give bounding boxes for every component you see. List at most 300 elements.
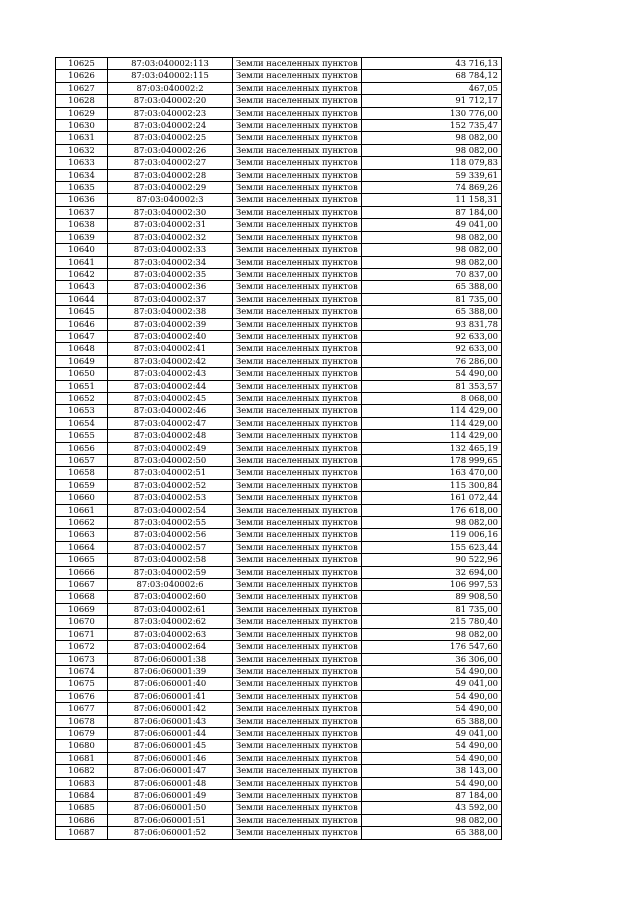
land-category-cell: Земли населенных пунктов <box>233 107 362 119</box>
row-number-cell: 10661 <box>56 504 108 516</box>
cadastral-number-cell: 87:06:060001:40 <box>108 678 233 690</box>
land-category-cell: Земли населенных пунктов <box>233 120 362 132</box>
land-category-cell: Земли населенных пунктов <box>233 244 362 256</box>
land-category-cell: Земли населенных пунктов <box>233 231 362 243</box>
cadastral-number-cell: 87:03:040002:40 <box>108 330 233 342</box>
row-number-cell: 10658 <box>56 467 108 479</box>
table-row <box>56 120 502 132</box>
parcel-table <box>55 57 502 840</box>
cadastral-number-cell: 87:03:040002:34 <box>108 256 233 268</box>
row-number-cell: 10644 <box>56 293 108 305</box>
row-number-cell: 10639 <box>56 231 108 243</box>
land-category-cell: Земли населенных пунктов <box>233 517 362 529</box>
cadastral-value-cell: 163 470,00 <box>362 467 502 479</box>
table-row <box>56 182 502 194</box>
cadastral-number-cell: 87:03:040002:42 <box>108 355 233 367</box>
table-row <box>56 752 502 764</box>
land-category-cell: Земли населенных пунктов <box>233 566 362 578</box>
land-category-cell: Земли населенных пунктов <box>233 442 362 454</box>
table-row <box>56 479 502 491</box>
row-number-cell: 10679 <box>56 727 108 739</box>
cadastral-value-cell: 119 006,16 <box>362 529 502 541</box>
cadastral-value-cell: 155 623,44 <box>362 541 502 553</box>
cadastral-number-cell: 87:06:060001:48 <box>108 777 233 789</box>
cadastral-value-cell: 65 388,00 <box>362 827 502 839</box>
table-row <box>56 70 502 82</box>
cadastral-value-cell: 132 465,19 <box>362 442 502 454</box>
row-number-cell: 10682 <box>56 765 108 777</box>
cadastral-number-cell: 87:06:060001:39 <box>108 665 233 677</box>
row-number-cell: 10631 <box>56 132 108 144</box>
cadastral-number-cell: 87:03:040002:56 <box>108 529 233 541</box>
land-category-cell: Земли населенных пунктов <box>233 814 362 826</box>
cadastral-value-cell: 65 388,00 <box>362 715 502 727</box>
table-row <box>56 306 502 318</box>
cadastral-value-cell: 98 082,00 <box>362 144 502 156</box>
cadastral-number-cell: 87:06:060001:42 <box>108 703 233 715</box>
table-row <box>56 231 502 243</box>
cadastral-number-cell: 87:03:040002:115 <box>108 70 233 82</box>
cadastral-number-cell: 87:03:040002:113 <box>108 58 233 70</box>
table-row <box>56 467 502 479</box>
table-row <box>56 777 502 789</box>
cadastral-number-cell: 87:03:040002:33 <box>108 244 233 256</box>
cadastral-value-cell: 114 429,00 <box>362 405 502 417</box>
table-row <box>56 343 502 355</box>
land-category-cell: Земли населенных пунктов <box>233 144 362 156</box>
land-category-cell: Земли населенных пунктов <box>233 219 362 231</box>
cadastral-number-cell: 87:06:060001:45 <box>108 740 233 752</box>
row-number-cell: 10684 <box>56 789 108 801</box>
table-row <box>56 765 502 777</box>
table-row <box>56 95 502 107</box>
row-number-cell: 10681 <box>56 752 108 764</box>
cadastral-value-cell: 49 041,00 <box>362 678 502 690</box>
row-number-cell: 10627 <box>56 82 108 94</box>
cadastral-number-cell: 87:06:060001:50 <box>108 802 233 814</box>
row-number-cell: 10662 <box>56 517 108 529</box>
cadastral-number-cell: 87:03:040002:64 <box>108 641 233 653</box>
cadastral-value-cell: 81 735,00 <box>362 603 502 615</box>
row-number-cell: 10632 <box>56 144 108 156</box>
row-number-cell: 10673 <box>56 653 108 665</box>
row-number-cell: 10655 <box>56 430 108 442</box>
table-row <box>56 244 502 256</box>
cadastral-number-cell: 87:03:040002:48 <box>108 430 233 442</box>
land-category-cell: Земли населенных пунктов <box>233 368 362 380</box>
row-number-cell: 10668 <box>56 591 108 603</box>
cadastral-value-cell: 8 068,00 <box>362 392 502 404</box>
cadastral-value-cell: 98 082,00 <box>362 256 502 268</box>
cadastral-number-cell: 87:03:040002:59 <box>108 566 233 578</box>
row-number-cell: 10643 <box>56 281 108 293</box>
row-number-cell: 10680 <box>56 740 108 752</box>
table-row <box>56 504 502 516</box>
row-number-cell: 10625 <box>56 58 108 70</box>
table-row <box>56 380 502 392</box>
cadastral-value-cell: 54 490,00 <box>362 740 502 752</box>
table-row <box>56 132 502 144</box>
cadastral-value-cell: 130 776,00 <box>362 107 502 119</box>
land-category-cell: Земли населенных пунктов <box>233 492 362 504</box>
table-row <box>56 616 502 628</box>
cadastral-value-cell: 98 082,00 <box>362 231 502 243</box>
table-row <box>56 789 502 801</box>
table-row <box>56 293 502 305</box>
table-row <box>56 665 502 677</box>
land-category-cell: Земли населенных пунктов <box>233 740 362 752</box>
row-number-cell: 10660 <box>56 492 108 504</box>
cadastral-value-cell: 93 831,78 <box>362 318 502 330</box>
table-row <box>56 492 502 504</box>
row-number-cell: 10670 <box>56 616 108 628</box>
land-category-cell: Земли населенных пунктов <box>233 802 362 814</box>
land-category-cell: Земли населенных пунктов <box>233 132 362 144</box>
cadastral-number-cell: 87:06:060001:41 <box>108 690 233 702</box>
row-number-cell: 10659 <box>56 479 108 491</box>
table-row <box>56 641 502 653</box>
cadastral-number-cell: 87:03:040002:23 <box>108 107 233 119</box>
land-category-cell: Земли населенных пунктов <box>233 306 362 318</box>
land-category-cell: Земли населенных пунктов <box>233 417 362 429</box>
land-category-cell: Земли населенных пунктов <box>233 169 362 181</box>
cadastral-value-cell: 65 388,00 <box>362 281 502 293</box>
cadastral-value-cell: 176 618,00 <box>362 504 502 516</box>
row-number-cell: 10663 <box>56 529 108 541</box>
cadastral-value-cell: 89 908,50 <box>362 591 502 603</box>
table-row <box>56 219 502 231</box>
cadastral-number-cell: 87:03:040002:37 <box>108 293 233 305</box>
row-number-cell: 10651 <box>56 380 108 392</box>
cadastral-value-cell: 54 490,00 <box>362 690 502 702</box>
row-number-cell: 10647 <box>56 330 108 342</box>
cadastral-number-cell: 87:03:040002:46 <box>108 405 233 417</box>
cadastral-value-cell: 161 072,44 <box>362 492 502 504</box>
row-number-cell: 10656 <box>56 442 108 454</box>
land-category-cell: Земли населенных пунктов <box>233 430 362 442</box>
cadastral-number-cell: 87:03:040002:55 <box>108 517 233 529</box>
land-category-cell: Земли населенных пунктов <box>233 727 362 739</box>
cadastral-number-cell: 87:03:040002:41 <box>108 343 233 355</box>
cadastral-number-cell: 87:03:040002:53 <box>108 492 233 504</box>
land-category-cell: Земли населенных пунктов <box>233 455 362 467</box>
cadastral-value-cell: 176 547,60 <box>362 641 502 653</box>
row-number-cell: 10626 <box>56 70 108 82</box>
cadastral-value-cell: 32 694,00 <box>362 566 502 578</box>
table-row <box>56 194 502 206</box>
row-number-cell: 10686 <box>56 814 108 826</box>
row-number-cell: 10646 <box>56 318 108 330</box>
row-number-cell: 10628 <box>56 95 108 107</box>
cadastral-value-cell: 70 837,00 <box>362 268 502 280</box>
row-number-cell: 10642 <box>56 268 108 280</box>
cadastral-value-cell: 92 633,00 <box>362 330 502 342</box>
row-number-cell: 10649 <box>56 355 108 367</box>
row-number-cell: 10678 <box>56 715 108 727</box>
cadastral-value-cell: 54 490,00 <box>362 777 502 789</box>
table-row <box>56 827 502 839</box>
cadastral-value-cell: 98 082,00 <box>362 628 502 640</box>
cadastral-number-cell: 87:03:040002:60 <box>108 591 233 603</box>
cadastral-number-cell: 87:03:040002:6 <box>108 579 233 591</box>
table-row <box>56 318 502 330</box>
cadastral-value-cell: 54 490,00 <box>362 703 502 715</box>
row-number-cell: 10677 <box>56 703 108 715</box>
table-row <box>56 814 502 826</box>
land-category-cell: Земли населенных пунктов <box>233 752 362 764</box>
cadastral-value-cell: 11 158,31 <box>362 194 502 206</box>
table-row <box>56 715 502 727</box>
cadastral-value-cell: 114 429,00 <box>362 430 502 442</box>
cadastral-value-cell: 90 522,96 <box>362 554 502 566</box>
table-row <box>56 566 502 578</box>
land-category-cell: Земли населенных пунктов <box>233 58 362 70</box>
table-row <box>56 417 502 429</box>
row-number-cell: 10654 <box>56 417 108 429</box>
table-row <box>56 727 502 739</box>
table-row <box>56 82 502 94</box>
cadastral-number-cell: 87:03:040002:27 <box>108 157 233 169</box>
cadastral-value-cell: 178 999,65 <box>362 455 502 467</box>
land-category-cell: Земли населенных пунктов <box>233 715 362 727</box>
cadastral-value-cell: 38 143,00 <box>362 765 502 777</box>
cadastral-number-cell: 87:06:060001:47 <box>108 765 233 777</box>
cadastral-number-cell: 87:03:040002:2 <box>108 82 233 94</box>
table-row <box>56 628 502 640</box>
table-row <box>56 58 502 70</box>
land-category-cell: Земли населенных пунктов <box>233 194 362 206</box>
land-category-cell: Земли населенных пунктов <box>233 529 362 541</box>
land-category-cell: Земли населенных пунктов <box>233 665 362 677</box>
cadastral-number-cell: 87:06:060001:44 <box>108 727 233 739</box>
cadastral-number-cell: 87:06:060001:49 <box>108 789 233 801</box>
row-number-cell: 10645 <box>56 306 108 318</box>
table-row <box>56 355 502 367</box>
row-number-cell: 10641 <box>56 256 108 268</box>
row-number-cell: 10664 <box>56 541 108 553</box>
cadastral-number-cell: 87:03:040002:54 <box>108 504 233 516</box>
table-row <box>56 330 502 342</box>
land-category-cell: Земли населенных пунктов <box>233 703 362 715</box>
land-category-cell: Земли населенных пунктов <box>233 95 362 107</box>
table-row <box>56 740 502 752</box>
land-category-cell: Земли населенных пунктов <box>233 392 362 404</box>
land-category-cell: Земли населенных пунктов <box>233 405 362 417</box>
table-row <box>56 455 502 467</box>
land-category-cell: Земли населенных пунктов <box>233 641 362 653</box>
land-category-cell: Земли населенных пунктов <box>233 380 362 392</box>
row-number-cell: 10672 <box>56 641 108 653</box>
land-category-cell: Земли населенных пунктов <box>233 281 362 293</box>
land-category-cell: Земли населенных пунктов <box>233 827 362 839</box>
cadastral-value-cell: 467,05 <box>362 82 502 94</box>
cadastral-number-cell: 87:03:040002:32 <box>108 231 233 243</box>
cadastral-value-cell: 87 184,00 <box>362 206 502 218</box>
cadastral-value-cell: 54 490,00 <box>362 368 502 380</box>
table-row <box>56 281 502 293</box>
table-row <box>56 517 502 529</box>
cadastral-number-cell: 87:06:060001:51 <box>108 814 233 826</box>
cadastral-value-cell: 98 082,00 <box>362 517 502 529</box>
table-row <box>56 107 502 119</box>
cadastral-value-cell: 81 353,57 <box>362 380 502 392</box>
table-row <box>56 368 502 380</box>
land-category-cell: Земли населенных пунктов <box>233 467 362 479</box>
table-row <box>56 392 502 404</box>
land-category-cell: Земли населенных пунктов <box>233 318 362 330</box>
table-row <box>56 603 502 615</box>
land-category-cell: Земли населенных пунктов <box>233 765 362 777</box>
land-category-cell: Земли населенных пунктов <box>233 591 362 603</box>
table-row <box>56 653 502 665</box>
cadastral-number-cell: 87:03:040002:25 <box>108 132 233 144</box>
land-category-cell: Земли населенных пунктов <box>233 182 362 194</box>
land-category-cell: Земли населенных пунктов <box>233 653 362 665</box>
land-category-cell: Земли населенных пунктов <box>233 616 362 628</box>
row-number-cell: 10671 <box>56 628 108 640</box>
cadastral-number-cell: 87:03:040002:35 <box>108 268 233 280</box>
land-category-cell: Земли населенных пунктов <box>233 579 362 591</box>
row-number-cell: 10629 <box>56 107 108 119</box>
cadastral-value-cell: 65 388,00 <box>362 306 502 318</box>
row-number-cell: 10650 <box>56 368 108 380</box>
row-number-cell: 10652 <box>56 392 108 404</box>
row-number-cell: 10683 <box>56 777 108 789</box>
row-number-cell: 10657 <box>56 455 108 467</box>
cadastral-number-cell: 87:03:040002:38 <box>108 306 233 318</box>
table-row <box>56 554 502 566</box>
cadastral-value-cell: 106 997,53 <box>362 579 502 591</box>
cadastral-value-cell: 43 716,13 <box>362 58 502 70</box>
land-category-cell: Земли населенных пунктов <box>233 504 362 516</box>
land-category-cell: Земли населенных пунктов <box>233 82 362 94</box>
row-number-cell: 10637 <box>56 206 108 218</box>
cadastral-number-cell: 87:03:040002:61 <box>108 603 233 615</box>
cadastral-number-cell: 87:03:040002:52 <box>108 479 233 491</box>
row-number-cell: 10653 <box>56 405 108 417</box>
cadastral-number-cell: 87:03:040002:62 <box>108 616 233 628</box>
table-row <box>56 529 502 541</box>
row-number-cell: 10638 <box>56 219 108 231</box>
land-category-cell: Земли населенных пунктов <box>233 690 362 702</box>
table-row <box>56 268 502 280</box>
cadastral-number-cell: 87:03:040002:24 <box>108 120 233 132</box>
land-category-cell: Земли населенных пунктов <box>233 603 362 615</box>
cadastral-number-cell: 87:03:040002:49 <box>108 442 233 454</box>
cadastral-number-cell: 87:03:040002:63 <box>108 628 233 640</box>
cadastral-value-cell: 91 712,17 <box>362 95 502 107</box>
cadastral-number-cell: 87:06:060001:38 <box>108 653 233 665</box>
cadastral-number-cell: 87:03:040002:29 <box>108 182 233 194</box>
cadastral-value-cell: 215 780,40 <box>362 616 502 628</box>
cadastral-number-cell: 87:03:040002:28 <box>108 169 233 181</box>
land-category-cell: Земли населенных пунктов <box>233 678 362 690</box>
row-number-cell: 10667 <box>56 579 108 591</box>
cadastral-number-cell: 87:03:040002:47 <box>108 417 233 429</box>
land-category-cell: Земли населенных пунктов <box>233 330 362 342</box>
table-row <box>56 405 502 417</box>
cadastral-number-cell: 87:03:040002:45 <box>108 392 233 404</box>
land-category-cell: Земли населенных пунктов <box>233 777 362 789</box>
cadastral-number-cell: 87:03:040002:36 <box>108 281 233 293</box>
table-row <box>56 144 502 156</box>
table-row <box>56 802 502 814</box>
row-number-cell: 10648 <box>56 343 108 355</box>
cadastral-value-cell: 36 306,00 <box>362 653 502 665</box>
cadastral-value-cell: 54 490,00 <box>362 752 502 764</box>
row-number-cell: 10633 <box>56 157 108 169</box>
land-category-cell: Земли населенных пунктов <box>233 554 362 566</box>
cadastral-value-cell: 81 735,00 <box>362 293 502 305</box>
row-number-cell: 10636 <box>56 194 108 206</box>
cadastral-value-cell: 98 082,00 <box>362 244 502 256</box>
cadastral-number-cell: 87:06:060001:43 <box>108 715 233 727</box>
row-number-cell: 10634 <box>56 169 108 181</box>
cadastral-value-cell: 98 082,00 <box>362 132 502 144</box>
cadastral-value-cell: 76 286,00 <box>362 355 502 367</box>
cadastral-value-cell: 68 784,12 <box>362 70 502 82</box>
land-category-cell: Земли населенных пунктов <box>233 541 362 553</box>
row-number-cell: 10635 <box>56 182 108 194</box>
land-category-cell: Земли населенных пунктов <box>233 256 362 268</box>
cadastral-value-cell: 87 184,00 <box>362 789 502 801</box>
land-category-cell: Земли населенных пунктов <box>233 628 362 640</box>
cadastral-number-cell: 87:06:060001:46 <box>108 752 233 764</box>
cadastral-number-cell: 87:03:040002:43 <box>108 368 233 380</box>
row-number-cell: 10665 <box>56 554 108 566</box>
cadastral-number-cell: 87:03:040002:39 <box>108 318 233 330</box>
land-category-cell: Земли населенных пунктов <box>233 789 362 801</box>
row-number-cell: 10674 <box>56 665 108 677</box>
cadastral-value-cell: 74 869,26 <box>362 182 502 194</box>
cadastral-number-cell: 87:03:040002:57 <box>108 541 233 553</box>
row-number-cell: 10630 <box>56 120 108 132</box>
table-row <box>56 442 502 454</box>
cadastral-value-cell: 115 300,84 <box>362 479 502 491</box>
land-category-cell: Земли населенных пунктов <box>233 343 362 355</box>
cadastral-value-cell: 152 735,47 <box>362 120 502 132</box>
table-row <box>56 678 502 690</box>
cadastral-number-cell: 87:03:040002:20 <box>108 95 233 107</box>
cadastral-number-cell: 87:03:040002:31 <box>108 219 233 231</box>
cadastral-number-cell: 87:03:040002:58 <box>108 554 233 566</box>
cadastral-number-cell: 87:03:040002:30 <box>108 206 233 218</box>
cadastral-number-cell: 87:03:040002:50 <box>108 455 233 467</box>
table-row <box>56 157 502 169</box>
row-number-cell: 10685 <box>56 802 108 814</box>
cadastral-value-cell: 92 633,00 <box>362 343 502 355</box>
row-number-cell: 10675 <box>56 678 108 690</box>
cadastral-value-cell: 59 339,61 <box>362 169 502 181</box>
cadastral-value-cell: 49 041,00 <box>362 727 502 739</box>
land-category-cell: Земли населенных пунктов <box>233 70 362 82</box>
table-row <box>56 430 502 442</box>
parcel-table-body <box>56 58 502 840</box>
row-number-cell: 10676 <box>56 690 108 702</box>
cadastral-value-cell: 43 592,00 <box>362 802 502 814</box>
row-number-cell: 10687 <box>56 827 108 839</box>
cadastral-value-cell: 114 429,00 <box>362 417 502 429</box>
table-row <box>56 206 502 218</box>
land-category-cell: Земли населенных пунктов <box>233 293 362 305</box>
table-row <box>56 541 502 553</box>
land-category-cell: Земли населенных пунктов <box>233 355 362 367</box>
row-number-cell: 10666 <box>56 566 108 578</box>
cadastral-value-cell: 54 490,00 <box>362 665 502 677</box>
cadastral-value-cell: 98 082,00 <box>362 814 502 826</box>
row-number-cell: 10669 <box>56 603 108 615</box>
table-row <box>56 169 502 181</box>
